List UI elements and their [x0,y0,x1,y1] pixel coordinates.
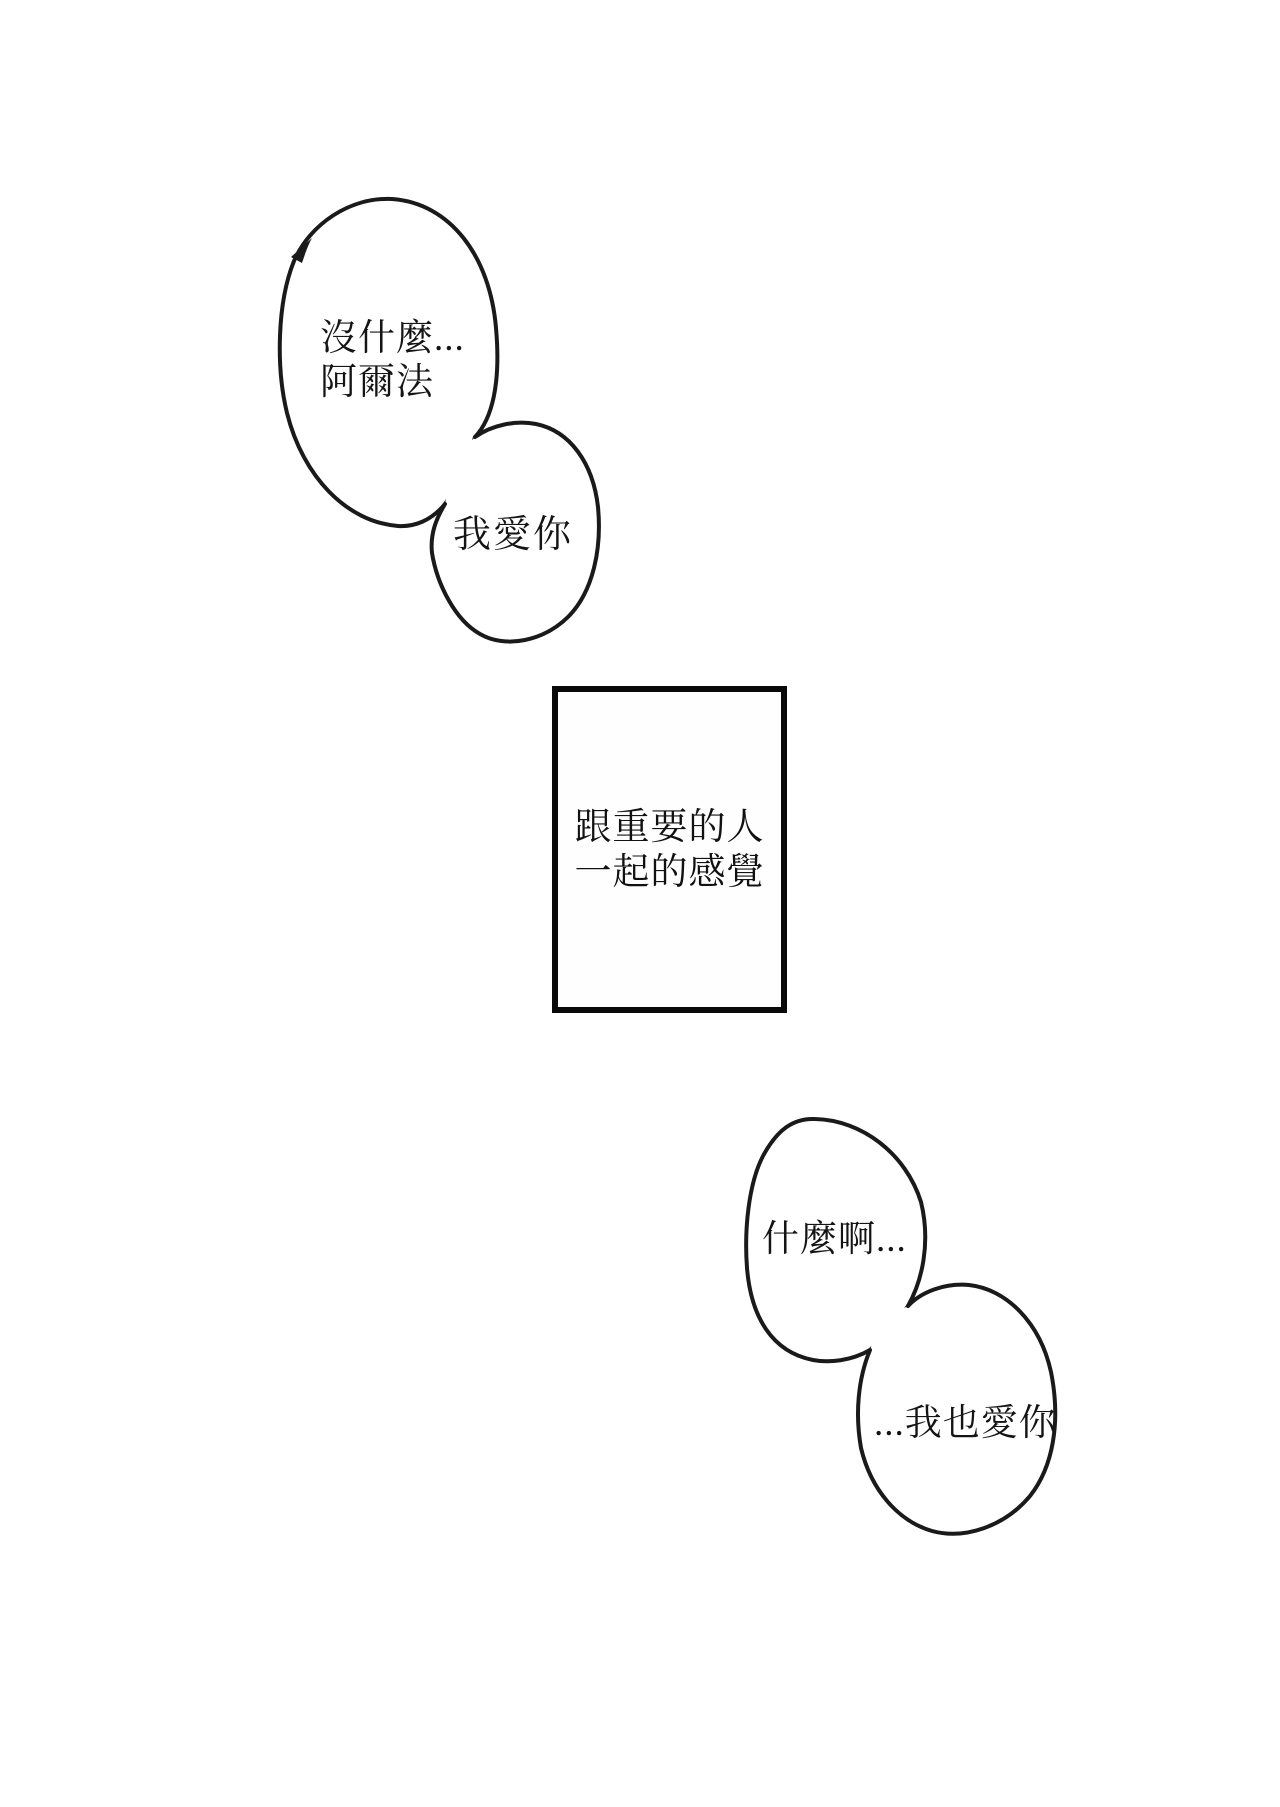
bubble-text-iloveyoutoo [874,1402,1057,1446]
bubble-text-iloveyou-line-1: 我愛你 [453,514,574,556]
bubble-text-what-line-1: 什麼啊... [762,1219,907,1260]
bubble-text-iloveyou [453,513,573,557]
bubble-text-nothing [320,317,465,405]
bubble-text-nothing-line-2: 阿爾法 [320,362,434,403]
caption-box [552,686,787,1013]
bubble-text-iloveyoutoo-line-1: ...我也愛你 [874,1403,1057,1444]
bubble-text-what [762,1218,907,1262]
caption-line-1: 跟重要的人 [574,806,765,848]
caption-line-2: 一起的感覺 [574,851,765,893]
bubble-text-nothing-line-1: 沒什麼... [320,318,465,359]
